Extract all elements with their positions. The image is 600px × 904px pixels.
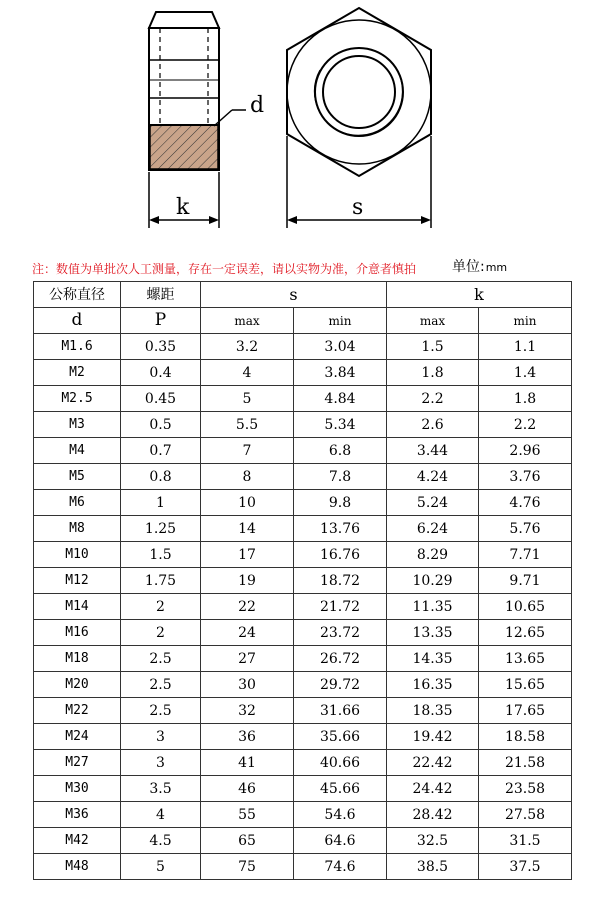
cell-s-min: 26.72 (294, 646, 387, 672)
cell-s-min: 29.72 (294, 672, 387, 698)
label-s: s (352, 195, 364, 220)
cell-k-max: 4.24 (387, 464, 479, 490)
unit-label (452, 256, 507, 276)
cell-s-max: 8 (201, 464, 294, 490)
table-row (34, 672, 572, 698)
cell-k-max: 16.35 (387, 672, 479, 698)
table-row (34, 542, 572, 568)
table-row (34, 412, 572, 438)
cell-pitch: 4.5 (121, 828, 201, 854)
cell-pitch: 5 (121, 854, 201, 880)
cell-s-max: 5.5 (201, 412, 294, 438)
cell-pitch: 2 (121, 594, 201, 620)
cell-diameter: M24 (34, 724, 121, 750)
unit-separator: : (480, 259, 485, 275)
table-row (34, 750, 572, 776)
header-row-1 (34, 282, 572, 308)
cell-k-min: 18.58 (479, 724, 572, 750)
cell-k-max: 8.29 (387, 542, 479, 568)
cell-pitch: 2.5 (121, 672, 201, 698)
header-nominal-diameter: 公称直径 (34, 282, 121, 308)
cell-s-max: 10 (201, 490, 294, 516)
cell-diameter: M4 (34, 438, 121, 464)
table-row (34, 620, 572, 646)
cell-k-min: 1.1 (479, 334, 572, 360)
cell-diameter: M27 (34, 750, 121, 776)
cell-pitch: 2.5 (121, 646, 201, 672)
cell-pitch: 2 (121, 620, 201, 646)
cell-s-max: 4 (201, 360, 294, 386)
cell-s-max: 27 (201, 646, 294, 672)
cell-diameter: M5 (34, 464, 121, 490)
cell-k-min: 27.58 (479, 802, 572, 828)
cell-s-max: 3.2 (201, 334, 294, 360)
table-row (34, 568, 572, 594)
cell-diameter: M2 (34, 360, 121, 386)
cell-diameter: M22 (34, 698, 121, 724)
cell-k-max: 28.42 (387, 802, 479, 828)
cell-s-max: 17 (201, 542, 294, 568)
cell-diameter: M2.5 (34, 386, 121, 412)
cell-diameter: M16 (34, 620, 121, 646)
cell-pitch: 3 (121, 750, 201, 776)
cell-pitch: 0.8 (121, 464, 201, 490)
cell-diameter: M36 (34, 802, 121, 828)
label-k: k (176, 195, 190, 220)
cell-k-max: 18.35 (387, 698, 479, 724)
cell-diameter: M18 (34, 646, 121, 672)
table-row (34, 360, 572, 386)
cell-k-max: 10.29 (387, 568, 479, 594)
cell-pitch: 1.75 (121, 568, 201, 594)
cell-k-min: 23.58 (479, 776, 572, 802)
cell-s-max: 41 (201, 750, 294, 776)
nut-top-view (287, 8, 431, 176)
cell-pitch: 1.25 (121, 516, 201, 542)
label-d: d (250, 93, 265, 118)
header-k-group: k (387, 282, 572, 308)
cell-k-min: 9.71 (479, 568, 572, 594)
cell-pitch: 0.7 (121, 438, 201, 464)
cell-s-min: 35.66 (294, 724, 387, 750)
cell-diameter: M20 (34, 672, 121, 698)
cell-diameter: M1.6 (34, 334, 121, 360)
measurement-notice: 注：数值为单批次人工测量，存在一定误差，请以实物为准，介意者慎拍 (32, 262, 417, 276)
table-row (34, 776, 572, 802)
cell-s-min: 74.6 (294, 854, 387, 880)
section-hatch (150, 125, 218, 169)
cell-s-min: 31.66 (294, 698, 387, 724)
cell-pitch: 3.5 (121, 776, 201, 802)
cell-s-max: 7 (201, 438, 294, 464)
cell-diameter: M14 (34, 594, 121, 620)
cell-s-min: 18.72 (294, 568, 387, 594)
cell-k-max: 11.35 (387, 594, 479, 620)
cell-k-min: 2.96 (479, 438, 572, 464)
cell-s-min: 64.6 (294, 828, 387, 854)
cell-k-max: 24.42 (387, 776, 479, 802)
cell-k-max: 5.24 (387, 490, 479, 516)
cell-s-min: 7.8 (294, 464, 387, 490)
cell-s-min: 21.72 (294, 594, 387, 620)
cell-s-max: 22 (201, 594, 294, 620)
cell-pitch: 0.4 (121, 360, 201, 386)
cell-k-max: 2.6 (387, 412, 479, 438)
cell-pitch: 1 (121, 490, 201, 516)
cell-k-min: 13.65 (479, 646, 572, 672)
cell-s-max: 36 (201, 724, 294, 750)
cell-k-min: 12.65 (479, 620, 572, 646)
cell-k-min: 15.65 (479, 672, 572, 698)
table-row (34, 802, 572, 828)
header-pitch: 螺距 (121, 282, 201, 308)
table-row (34, 490, 572, 516)
cell-diameter: M42 (34, 828, 121, 854)
hex-nut-drawing (0, 0, 600, 255)
cell-k-max: 22.42 (387, 750, 479, 776)
cell-diameter: M10 (34, 542, 121, 568)
table-row (34, 334, 572, 360)
cell-k-max: 1.5 (387, 334, 479, 360)
cell-k-min: 3.76 (479, 464, 572, 490)
cell-k-max: 38.5 (387, 854, 479, 880)
cell-k-min: 21.58 (479, 750, 572, 776)
cell-pitch: 0.35 (121, 334, 201, 360)
cell-s-max: 65 (201, 828, 294, 854)
cell-diameter: M3 (34, 412, 121, 438)
cell-pitch: 0.5 (121, 412, 201, 438)
header-k-min: min (479, 308, 572, 334)
cell-diameter: M8 (34, 516, 121, 542)
table-row (34, 698, 572, 724)
cell-s-min: 40.66 (294, 750, 387, 776)
cell-k-min: 7.71 (479, 542, 572, 568)
cell-pitch: 2.5 (121, 698, 201, 724)
cell-k-min: 10.65 (479, 594, 572, 620)
unit-title: 单位 (452, 259, 480, 275)
cell-pitch: 1.5 (121, 542, 201, 568)
header-p-symbol: P (121, 308, 201, 334)
cell-s-max: 5 (201, 386, 294, 412)
cell-s-min: 3.04 (294, 334, 387, 360)
table-row (34, 438, 572, 464)
cell-s-min: 16.76 (294, 542, 387, 568)
cell-pitch: 4 (121, 802, 201, 828)
cell-s-min: 9.8 (294, 490, 387, 516)
header-s-max: max (201, 308, 294, 334)
cell-pitch: 3 (121, 724, 201, 750)
cell-diameter: M12 (34, 568, 121, 594)
cell-s-max: 24 (201, 620, 294, 646)
cell-diameter: M6 (34, 490, 121, 516)
cell-k-min: 2.2 (479, 412, 572, 438)
cell-k-max: 14.35 (387, 646, 479, 672)
table-row (34, 594, 572, 620)
cell-k-max: 19.42 (387, 724, 479, 750)
cell-k-max: 1.8 (387, 360, 479, 386)
nut-spec-table (33, 281, 572, 880)
table-row (34, 724, 572, 750)
cell-s-min: 13.76 (294, 516, 387, 542)
header-k-max: max (387, 308, 479, 334)
table-row (34, 646, 572, 672)
cell-s-max: 19 (201, 568, 294, 594)
cell-pitch: 0.45 (121, 386, 201, 412)
header-s-min: min (294, 308, 387, 334)
table-row (34, 386, 572, 412)
table-row (34, 464, 572, 490)
cell-k-max: 3.44 (387, 438, 479, 464)
cell-s-min: 4.84 (294, 386, 387, 412)
cell-k-max: 6.24 (387, 516, 479, 542)
cell-diameter: M48 (34, 854, 121, 880)
cell-s-min: 54.6 (294, 802, 387, 828)
cell-k-min: 37.5 (479, 854, 572, 880)
cell-s-min: 45.66 (294, 776, 387, 802)
cell-s-max: 46 (201, 776, 294, 802)
cell-k-max: 2.2 (387, 386, 479, 412)
cell-s-max: 14 (201, 516, 294, 542)
cell-s-min: 6.8 (294, 438, 387, 464)
cell-k-min: 5.76 (479, 516, 572, 542)
cell-k-max: 13.35 (387, 620, 479, 646)
cell-s-min: 23.72 (294, 620, 387, 646)
cell-k-min: 17.65 (479, 698, 572, 724)
cell-k-max: 32.5 (387, 828, 479, 854)
unit-value: mm (485, 261, 508, 274)
header-s-group: s (201, 282, 387, 308)
cell-s-max: 55 (201, 802, 294, 828)
cell-s-max: 32 (201, 698, 294, 724)
cell-s-min: 5.34 (294, 412, 387, 438)
cell-k-min: 1.4 (479, 360, 572, 386)
cell-s-max: 30 (201, 672, 294, 698)
cell-k-min: 4.76 (479, 490, 572, 516)
table-row (34, 828, 572, 854)
cell-k-min: 31.5 (479, 828, 572, 854)
header-row-2 (34, 308, 572, 334)
table-row (34, 854, 572, 880)
cell-k-min: 1.8 (479, 386, 572, 412)
cell-diameter: M30 (34, 776, 121, 802)
header-d-symbol: d (34, 308, 121, 334)
cell-s-min: 3.84 (294, 360, 387, 386)
cell-s-max: 75 (201, 854, 294, 880)
table-row (34, 516, 572, 542)
